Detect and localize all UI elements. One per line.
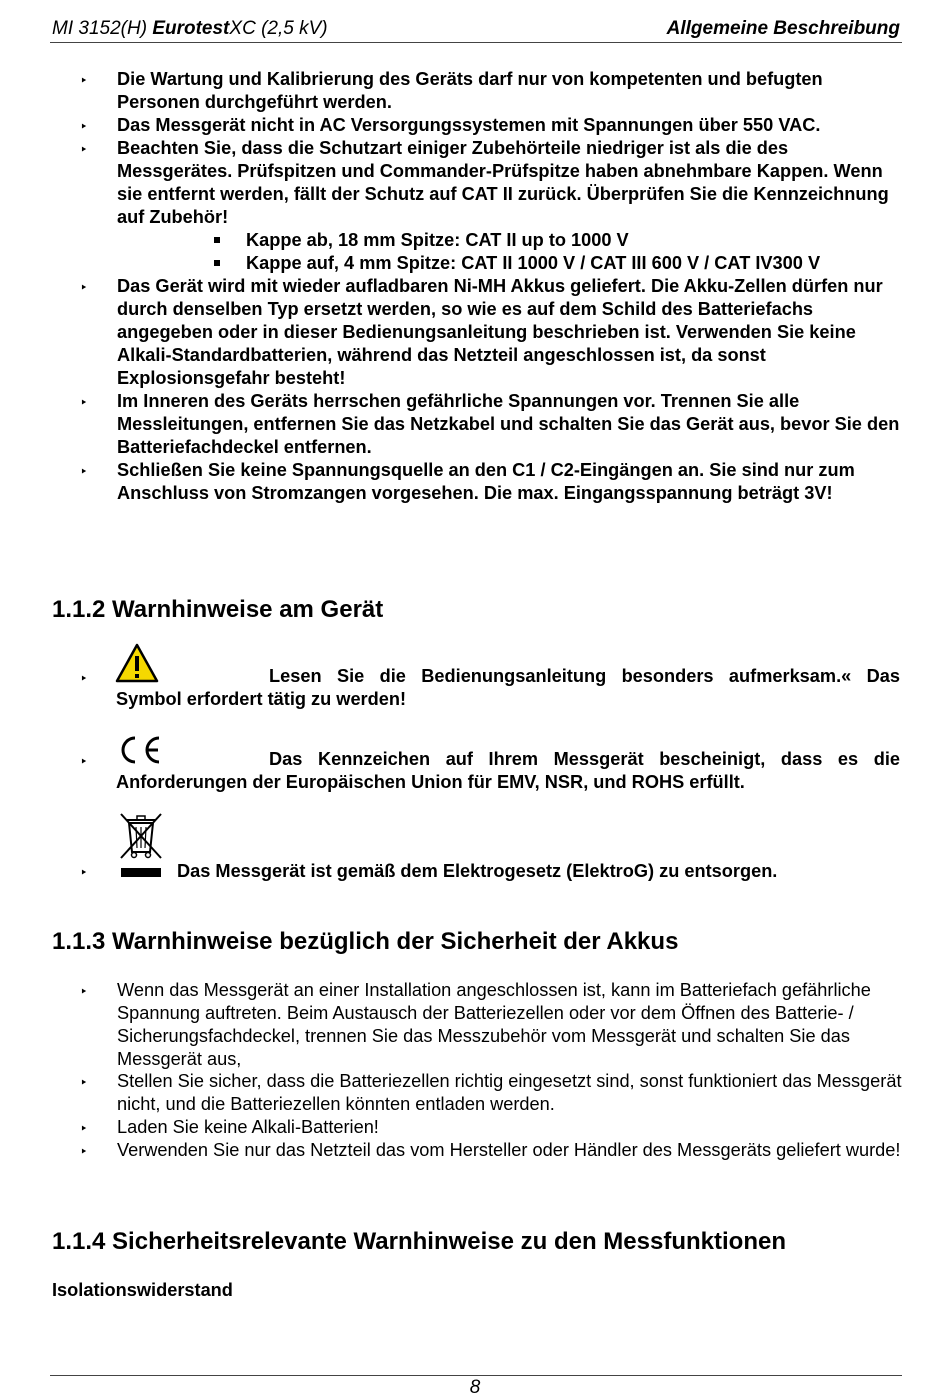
- warning-symbol-text-content: Lesen Sie die Bedienungsanleitung besonders aufmerksam.« Das Symbol erfordert tätig zu werden!: [116, 666, 900, 709]
- ce-mark-text-content: Das Kennzeichen auf Ihrem Messgerät bescheinigt, dass es die Anforderungen der Europäischen Union für EMV, NSR, und ROHS erfüllt.: [116, 749, 900, 792]
- list-item: Beachten Sie, dass die Schutzart einiger Zubehörteile niedriger ist als die des Messgerätes. Prüfspitzen und Commander-Prüfspitze haben abnehmbare Kappen. Wenn sie entfernt werden, fällt der Schutz auf CAT II zurück. Überprüfen Sie die Kennzeichnung auf Zubehör!: [117, 138, 889, 227]
- weee-crossed-bin-icon: [118, 812, 164, 882]
- header-rule: [50, 42, 902, 43]
- section-heading-warnings-device: 1.1.2 Warnhinweise am Gerät: [52, 596, 384, 623]
- header-manual-title: [52, 18, 328, 40]
- sub-list-item: Kappe ab, 18 mm Spitze: CAT II up to 1000 V: [246, 230, 629, 250]
- bullet-marker: ‣: [80, 142, 88, 157]
- list-item: Wenn das Messgerät an einer Installation angeschlossen ist, kann im Batteriefach gefährliche Spannung auftreten. Beim Austausch der Batteriezellen oder vor dem Öffnen des Batterie- / Sicherungsfachdeckel, trennen Sie das Messzubehör vom Messgerät und schalten Sie das Messgerät aus,: [117, 980, 871, 1069]
- square-bullet: [214, 260, 220, 266]
- bullet-marker: ‣: [80, 280, 88, 295]
- bullet-marker: ‣: [80, 865, 88, 880]
- weee-text: Das Messgerät ist gemäß dem Elektrogesetz (ElektroG) zu entsorgen.: [177, 861, 778, 881]
- list-item: Schließen Sie keine Spannungsquelle an den C1 / C2-Eingängen an. Sie sind nur zum Anschluss von Stromzangen vorgesehen. Die max. Eingangsspannung beträgt 3V!: [117, 460, 855, 503]
- warning-symbol-text: [116, 665, 900, 711]
- list-item: Verwenden Sie nur das Netzteil das vom Hersteller oder Händler des Messgeräts geliefert wurde!: [117, 1140, 901, 1160]
- page-number: 8: [469, 1377, 481, 1398]
- list-item: Stellen Sie sicher, dass die Batteriezellen richtig eingesetzt sind, sonst funktioniert das Messgerät nicht, und die Batteriezellen könnten entladen werden.: [117, 1071, 902, 1114]
- list-item: Das Gerät wird mit wieder aufladbaren Ni-MH Akkus geliefert. Die Akku-Zellen dürfen nur durch denselben Typ ersetzt werden, so wie es auf dem Schild des Batteriefachs angegeben oder in dieser Bedienungsanleitung beschrieben ist. Verwenden Sie keine Alkali-Standardbatterien, während das Netzteil angeschlossen ist, da sonst Explosionsgefahr besteht!: [117, 276, 883, 388]
- section-heading-measurement-warnings: 1.1.4 Sicherheitsrelevante Warnhinweise zu den Messfunktionen: [52, 1228, 786, 1255]
- footer-rule: [50, 1375, 902, 1376]
- square-bullet: [214, 237, 220, 243]
- bullet-marker: ‣: [80, 671, 88, 686]
- bullet-marker: ‣: [80, 395, 88, 410]
- bullet-marker: ‣: [80, 984, 88, 999]
- list-item: Laden Sie keine Alkali-Batterien!: [117, 1117, 379, 1137]
- bullet-marker: ‣: [80, 1144, 88, 1159]
- subheading-insulation-resistance: Isolationswiderstand: [52, 1280, 233, 1300]
- section-heading-battery-safety: 1.1.3 Warnhinweise bezüglich der Sicherheit der Akkus: [52, 928, 679, 955]
- bullet-marker: ‣: [80, 119, 88, 134]
- sub-list-item: Kappe auf, 4 mm Spitze: CAT II 1000 V / CAT III 600 V / CAT IV300 V: [246, 253, 821, 273]
- header-product-name: Eurotest: [152, 18, 230, 39]
- bullet-marker: ‣: [80, 754, 88, 769]
- bullet-marker: ‣: [80, 1075, 88, 1090]
- bullet-marker: ‣: [80, 73, 88, 88]
- ce-mark-text: [116, 748, 900, 794]
- list-item: Das Messgerät nicht in AC Versorgungssystemen mit Spannungen über 550 VAC.: [117, 115, 821, 135]
- header-chapter-title: Allgemeine Beschreibung: [666, 18, 900, 39]
- list-item: Im Inneren des Geräts herrschen gefährliche Spannungen vor. Trennen Sie alle Messleitungen, entfernen Sie das Netzkabel und schalten Sie das Gerät aus, bevor Sie den Batteriefachdeckel entfernen.: [117, 391, 900, 457]
- bullet-marker: ‣: [80, 464, 88, 479]
- list-item: Die Wartung und Kalibrierung des Geräts darf nur von kompetenten und befugten Personen durchgeführt werden.: [117, 69, 823, 112]
- header-model: MI 3152(H): [52, 18, 153, 39]
- bullet-marker: ‣: [80, 1121, 88, 1136]
- header-model-suffix: XC (2,5 kV): [229, 18, 328, 39]
